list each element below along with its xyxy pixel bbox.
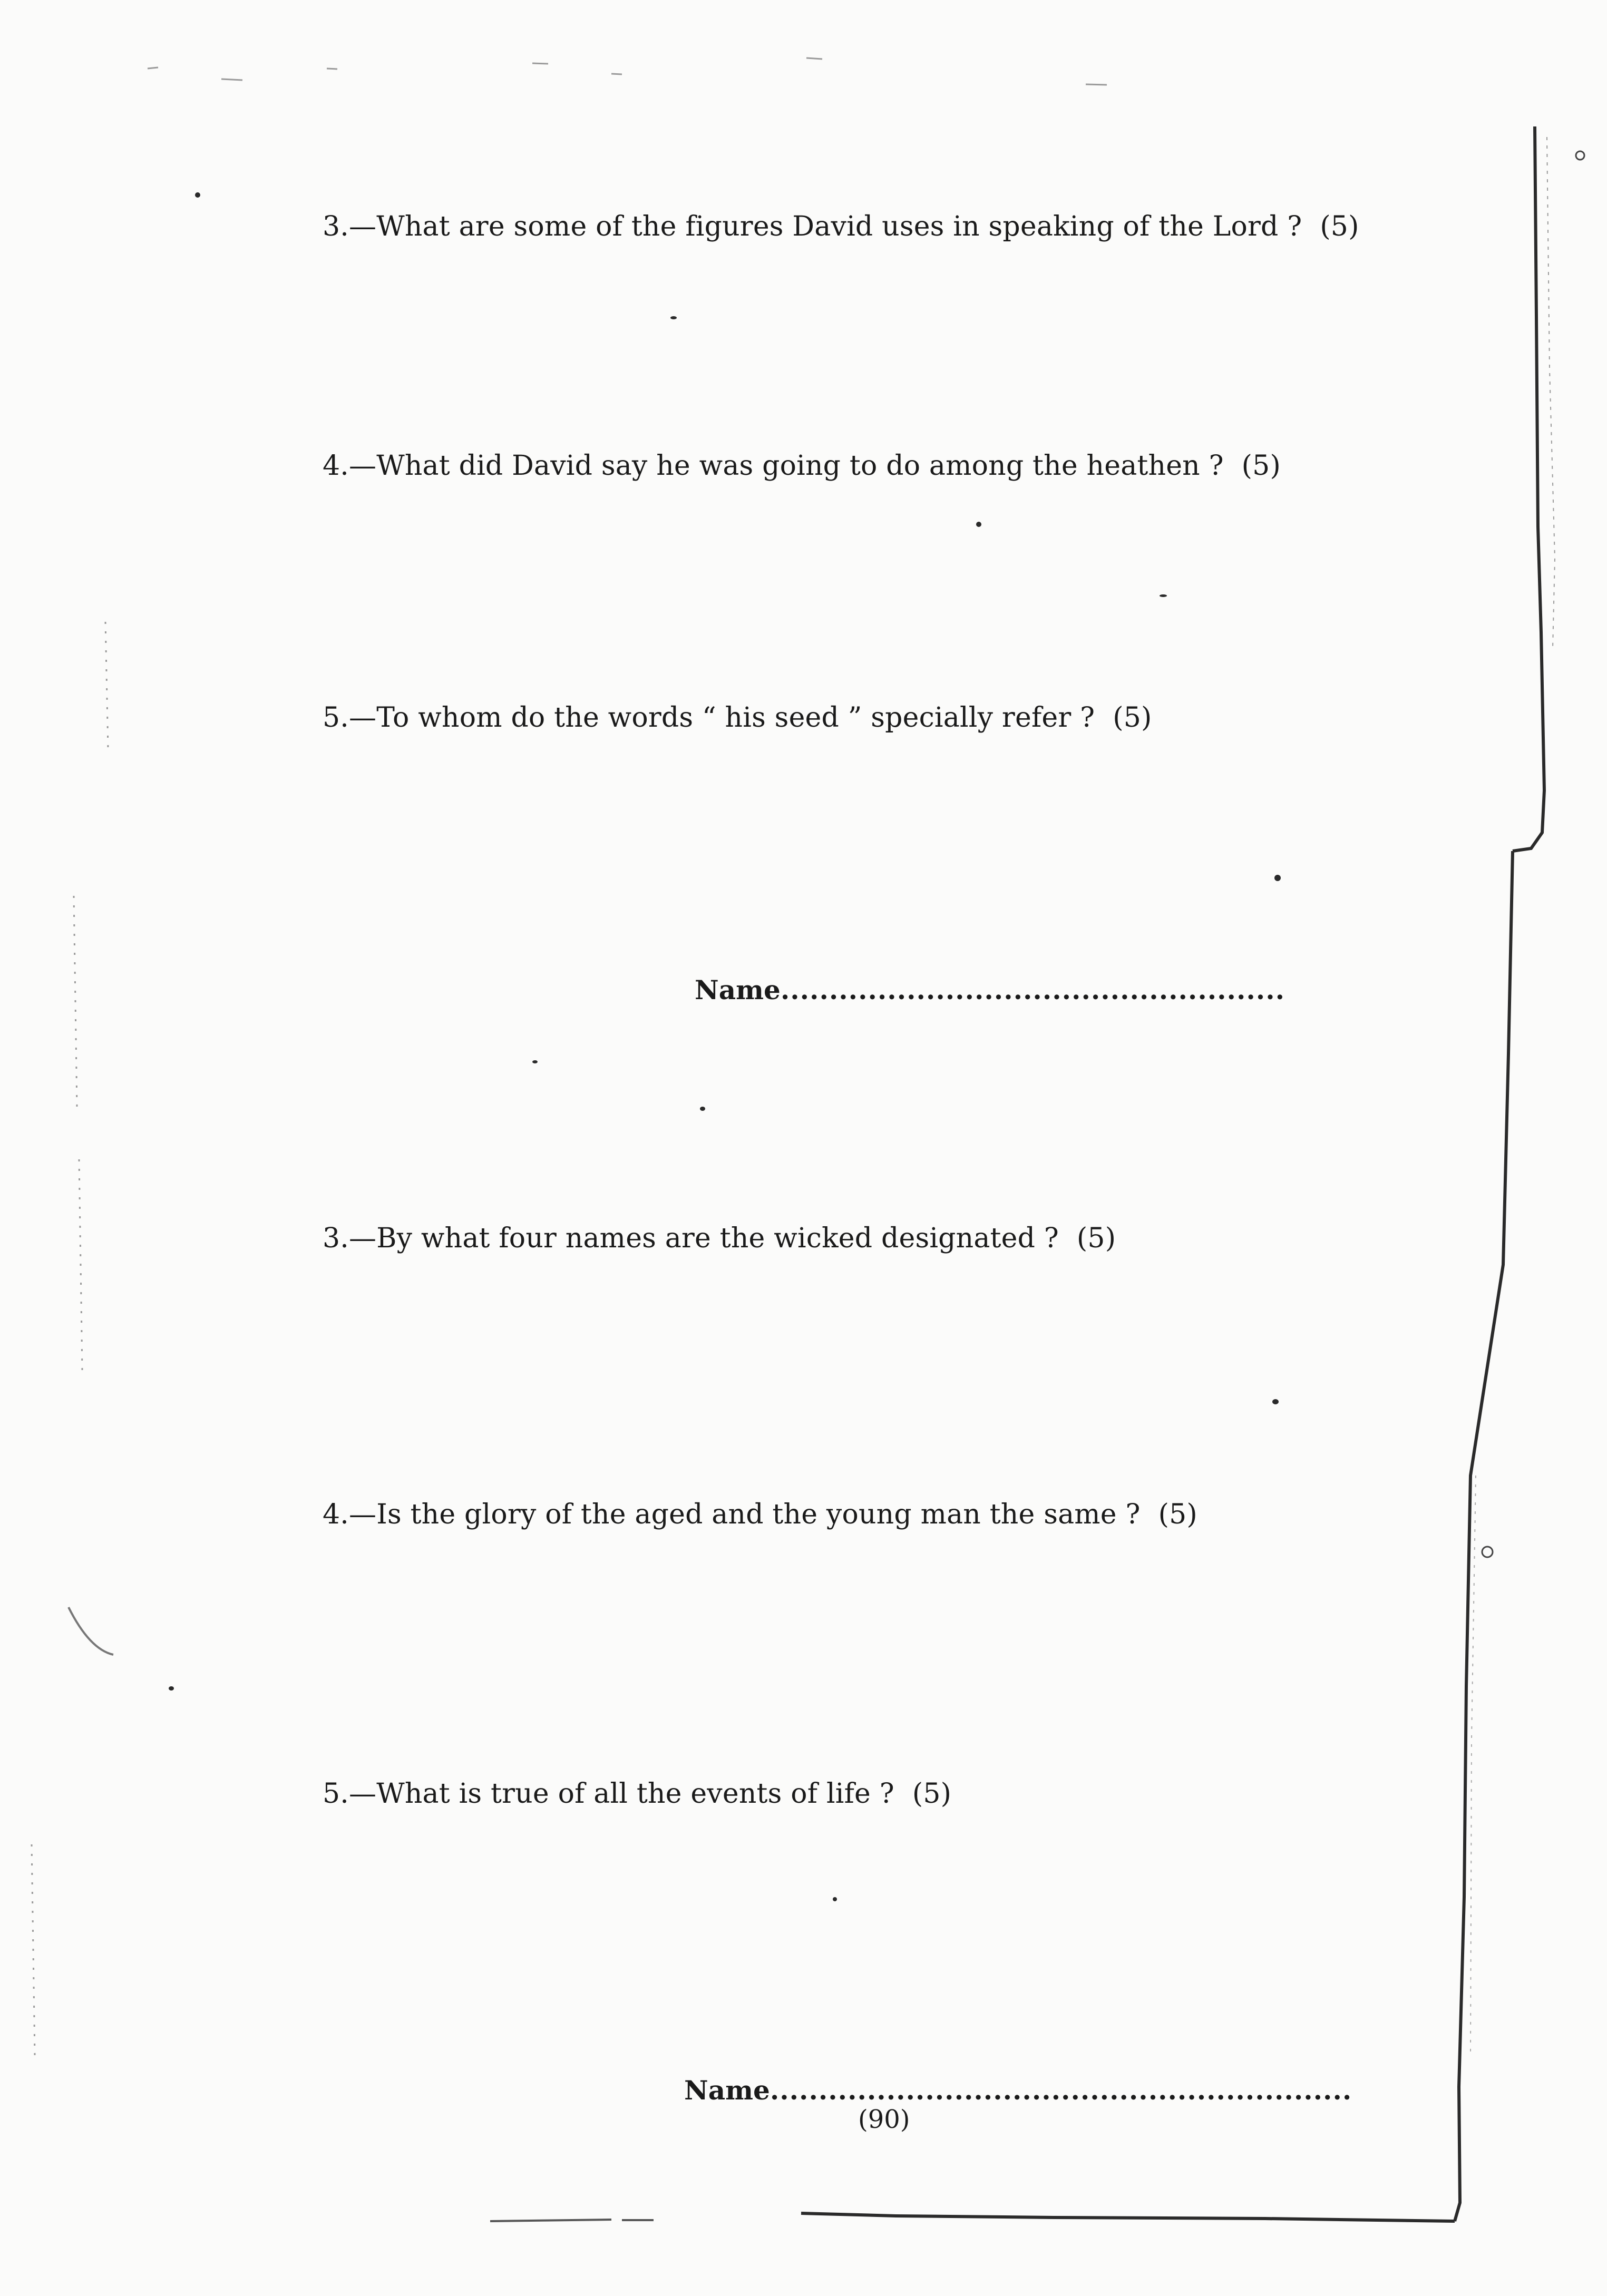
question-4-glory-aged [323, 1498, 1197, 1531]
name-label: Name [695, 974, 781, 1005]
question-4-heathen [323, 449, 1281, 483]
question-marks: (5) [1241, 450, 1281, 482]
question-number: 4. [323, 450, 349, 482]
print-speck [1272, 1399, 1279, 1404]
print-speck [532, 1060, 538, 1063]
question-number: 3. [323, 211, 349, 242]
question-number: 5. [323, 702, 349, 734]
question-marks: (5) [1320, 211, 1359, 242]
question-5-events-of-life [323, 1777, 951, 1811]
question-text: —Is the glory of the aged and the young man the same ? [349, 1499, 1141, 1530]
name-dots: .................................................... [780, 974, 1285, 1005]
print-speck [670, 316, 677, 319]
question-5-his-seed [323, 701, 1152, 735]
print-speck [700, 1107, 705, 1111]
question-marks: (5) [912, 1778, 952, 1810]
print-speck [169, 1686, 174, 1691]
question-marks: (5) [1076, 1223, 1116, 1254]
page-number: (90) [858, 2105, 910, 2134]
question-marks: (5) [1158, 1499, 1197, 1530]
question-text: —What did David say he was going to do among the heathen ? [349, 450, 1224, 482]
name-label: Name [684, 2075, 770, 2106]
question-3-figures [323, 210, 1359, 243]
print-speck [833, 1897, 837, 1901]
question-3-wicked-names [323, 1222, 1116, 1255]
print-speck [1274, 875, 1281, 881]
print-speck [976, 522, 981, 527]
question-text: —By what four names are the wicked designated ? [349, 1223, 1059, 1254]
question-marks: (5) [1113, 702, 1152, 734]
question-text: —What are some of the figures David uses in speaking of the Lord ? [349, 211, 1302, 242]
question-text: —To whom do the words “ his seed ” specially refer ? [349, 702, 1095, 734]
question-number: 3. [323, 1223, 349, 1254]
name-field-b[interactable] [684, 2074, 1352, 2107]
name-dots: ............................................................ [770, 2075, 1352, 2106]
name-field-a[interactable] [695, 974, 1285, 1007]
print-speck [195, 192, 200, 198]
print-speck [1160, 594, 1167, 597]
question-text: —What is true of all the events of life ? [349, 1778, 894, 1810]
question-number: 4. [323, 1499, 349, 1530]
question-number: 5. [323, 1778, 349, 1810]
